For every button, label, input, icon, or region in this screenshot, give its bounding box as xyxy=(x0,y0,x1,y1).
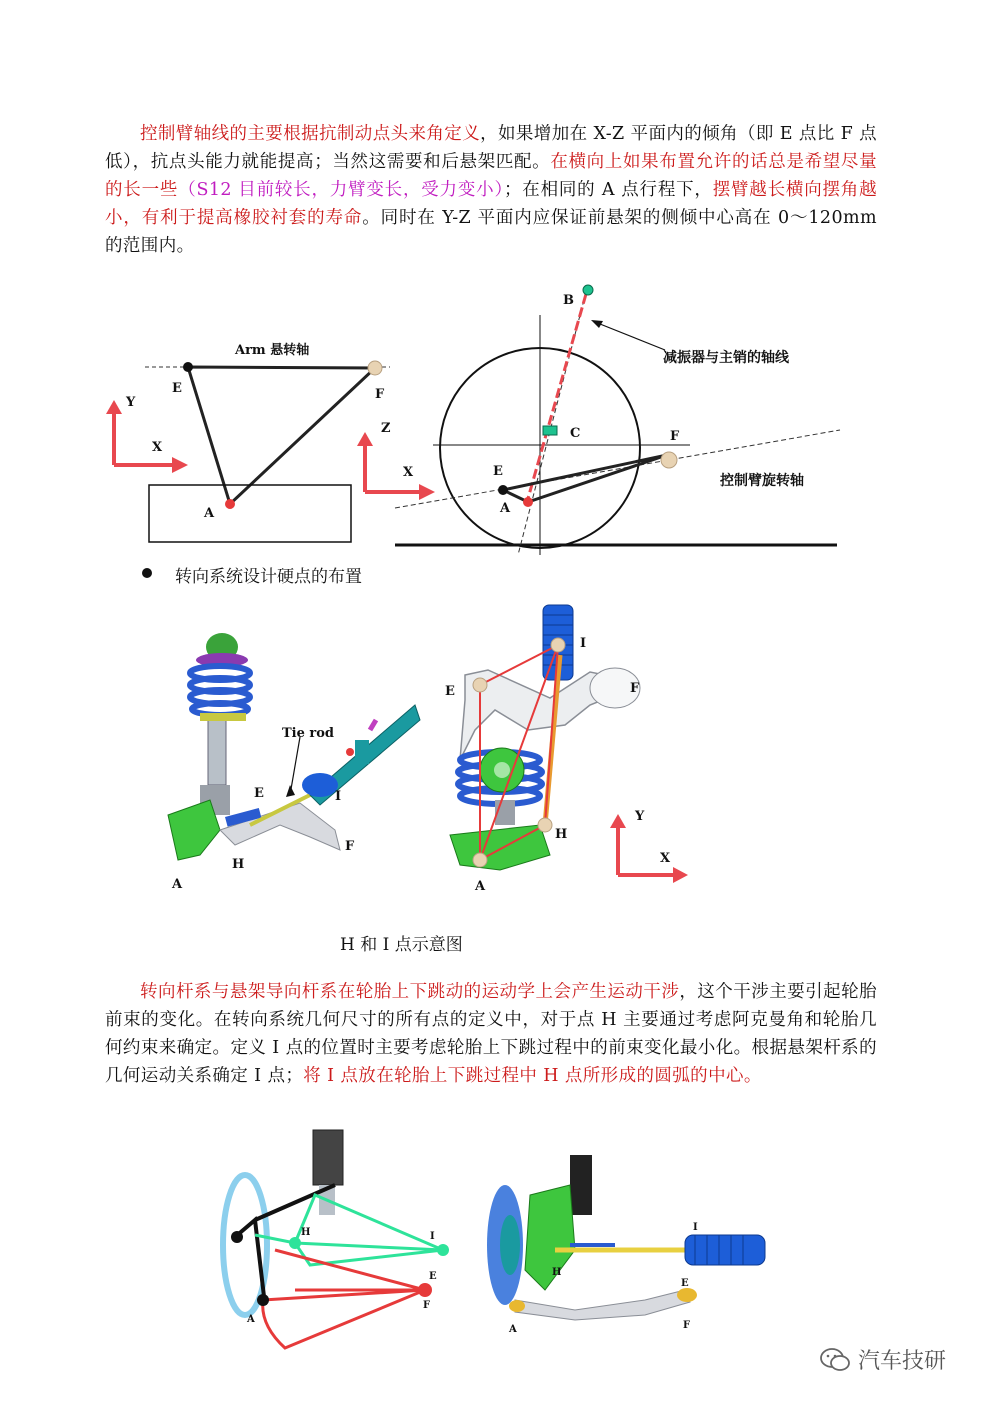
label-a: A xyxy=(475,879,486,894)
point-c-marker xyxy=(543,426,557,435)
figure-arm-triangle xyxy=(100,330,385,530)
point-b-marker xyxy=(583,285,593,295)
label-i: I xyxy=(580,636,587,651)
label-tie-rod: Tie rod xyxy=(282,726,335,741)
label-arm-axis: 控制臂旋转轴 xyxy=(720,473,804,489)
label-a: A xyxy=(172,877,183,892)
label-e: E xyxy=(493,464,503,479)
label-a: A xyxy=(509,1324,517,1335)
point-h-marker xyxy=(538,818,552,832)
arm-title: Arm 悬转轴 xyxy=(235,343,310,358)
label-h: H xyxy=(555,827,568,842)
label-f: F xyxy=(630,681,640,696)
point-e-marker xyxy=(183,362,193,372)
text-red-1: 转向杆系与悬架导向杆系在轮胎上下跳动的运动学上会产生运动干涉 xyxy=(140,982,680,1002)
paragraph-control-arm xyxy=(105,120,877,260)
axis-x-label: X xyxy=(152,440,163,455)
figure-strut-tie-rod xyxy=(160,625,420,895)
figure-suspension-3d xyxy=(475,1150,775,1340)
label-e: E xyxy=(681,1278,689,1289)
text-red-2: 在横向上如果布置允许的话总是希望尽量的长一些 xyxy=(105,152,877,200)
axis-x-label: X xyxy=(403,465,414,480)
label-f: F xyxy=(375,387,385,402)
axis-z-label: Z xyxy=(381,421,391,436)
bullet-heading: 转向系统设计硬点的布置 xyxy=(175,567,362,587)
label-i: I xyxy=(430,1231,435,1242)
watermark xyxy=(820,1344,946,1375)
axis-x-label: X xyxy=(660,851,671,866)
point-a-marker xyxy=(473,853,487,867)
bullet-dot xyxy=(142,568,152,578)
label-h: H xyxy=(301,1227,311,1238)
label-e: E xyxy=(429,1271,437,1282)
figure-caption: H 和 I 点示意图 xyxy=(340,935,463,955)
point-e-marker xyxy=(473,678,487,692)
label-e: E xyxy=(445,684,455,699)
text-1: ，如果增加在 X-Z 平面内的倾角（即 E 点比 F 点低），抗点头能力就能提高；当然这需要和后悬架匹配。 xyxy=(105,124,878,172)
label-e: E xyxy=(172,381,182,396)
label-h: H xyxy=(552,1267,562,1278)
text-2: ；在相同的 A 点行程下， xyxy=(504,180,713,200)
wechat-icon xyxy=(820,1347,850,1373)
text-magenta-1: （S12 目前较长，力臂变长，受力变小） xyxy=(178,180,504,200)
label-a: A xyxy=(204,506,215,521)
figure-axes-xy xyxy=(608,800,698,890)
label-a: A xyxy=(500,501,511,516)
text-3: 。同时在 Y-Z 平面内应保证前悬架的侧倾中心高在 0～120mm 的范围内。 xyxy=(105,208,877,256)
text-red-3: 摆臂越长横向摆角越小，有利于提高橡胶衬套的寿命 xyxy=(105,180,877,228)
figure-wheel-axis xyxy=(355,280,850,560)
label-h: H xyxy=(232,857,245,872)
label-strut-axis: 减振器与主销的轴线 xyxy=(663,350,789,366)
paragraph-steering xyxy=(105,978,877,1090)
point-f-marker xyxy=(661,452,677,468)
label-f: F xyxy=(683,1320,691,1331)
label-i: I xyxy=(335,789,342,804)
label-e: E xyxy=(254,786,264,801)
axis-y-label: Y xyxy=(126,395,136,410)
point-a-marker xyxy=(225,499,235,509)
text-red-1: 控制臂轴线的主要根据抗制动点头来角定义 xyxy=(140,124,481,144)
point-i-marker xyxy=(551,638,565,652)
text-1: ，这个干涉主要引起轮胎前束的变化。在转向系统几何尺寸的所有点的定义中，对于点 H 主要通过考虑阿克曼角和轮胎几何约束来确定。定义 I 点的位置时主要考虑轮胎上下跳过程中的前束变化最小化。根据悬架杆系的几何运动关系确定 I 点； xyxy=(105,982,878,1086)
text-red-2: 将 I 点放在轮胎上下跳过程中 H 点所形成的圆弧的中心。 xyxy=(303,1066,762,1086)
label-f: F xyxy=(423,1300,431,1311)
axis-y-label: Y xyxy=(635,809,645,824)
point-a-marker xyxy=(523,497,533,507)
label-a: A xyxy=(247,1314,255,1325)
watermark-text: 汽车技研 xyxy=(858,1349,947,1374)
label-f: F xyxy=(670,429,680,444)
point-e-marker xyxy=(498,485,508,495)
label-f: F xyxy=(345,839,355,854)
label-c: C xyxy=(570,426,581,441)
label-b: B xyxy=(563,293,574,308)
figure-kinematic-arc xyxy=(215,1125,465,1355)
label-i: I xyxy=(693,1222,698,1233)
